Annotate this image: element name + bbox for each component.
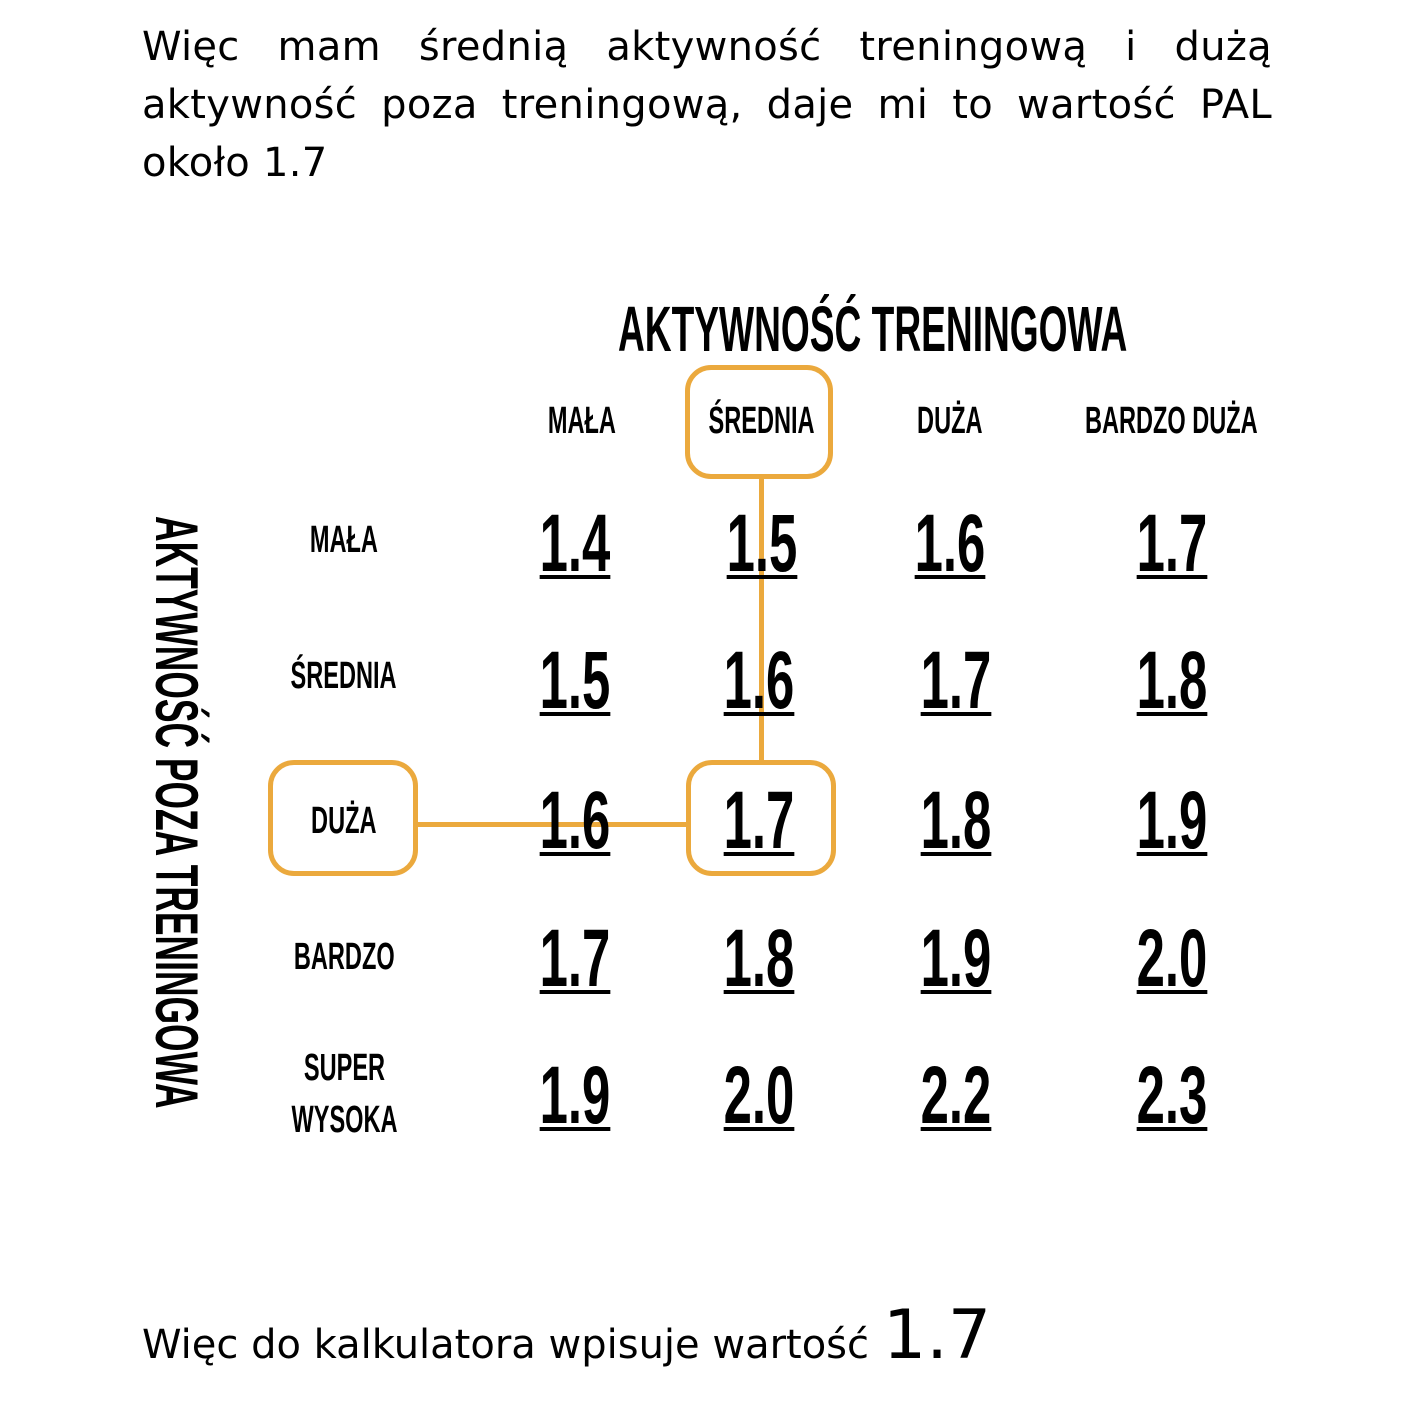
row-axis-title: AKTYWNOŚĆ POZA TRENINGOWA [143,516,210,1109]
value-cell: 1.9 [539,1050,611,1141]
column-header-bardzo-duza: BARDZO DUŻA [1084,400,1258,442]
value-cell: 1.8 [1136,635,1208,726]
value-cell: 1.9 [1136,775,1208,866]
value-cell: 1.6 [539,775,611,866]
value-cell: 1.7 [1136,498,1208,589]
row-label-srednia: ŚREDNIA [290,655,398,697]
column-header-mala: MAŁA [547,400,617,442]
value-cell: 1.8 [723,913,795,1004]
value-cell: 1.6 [723,635,795,726]
value-cell: 2.2 [920,1050,992,1141]
row-label-duza: DUŻA [311,800,377,842]
column-axis-title: AKTYWNOŚĆ TRENINGOWA [618,293,1128,365]
value-cell: 2.3 [1136,1050,1208,1141]
value-cell: 1.5 [726,498,798,589]
value-cell: 1.7 [539,913,611,1004]
value-cell: 1.7 [920,635,992,726]
value-cell: 1.9 [920,913,992,1004]
value-cell: 1.5 [539,635,611,726]
value-cell: 1.8 [920,775,992,866]
column-header-srednia: ŚREDNIA [708,400,816,442]
footer-line [142,1296,991,1375]
column-header-duza: DUŻA [917,400,983,442]
row-label-super-wysoka-line2: WYSOKA [290,1099,398,1141]
footer-value: 1.7 [883,1296,992,1375]
intro-paragraph: Więc mam średnią aktywność treningową i dużą aktywność poza treningową, daje mi to wartość PAL około 1.7 [142,24,1272,186]
footer-text: Więc do kalkulatora wpisuje wartość [142,1322,870,1368]
row-label-super-wysoka: SUPER [303,1047,385,1089]
value-cell-selected: 1.7 [723,775,795,866]
value-cell: 2.0 [1136,913,1208,1004]
row-label-mala: MAŁA [309,519,379,561]
row-label-bardzo: BARDZO [293,936,395,978]
value-cell: 1.6 [914,498,986,589]
value-cell: 2.0 [723,1050,795,1141]
value-cell: 1.4 [539,498,611,589]
